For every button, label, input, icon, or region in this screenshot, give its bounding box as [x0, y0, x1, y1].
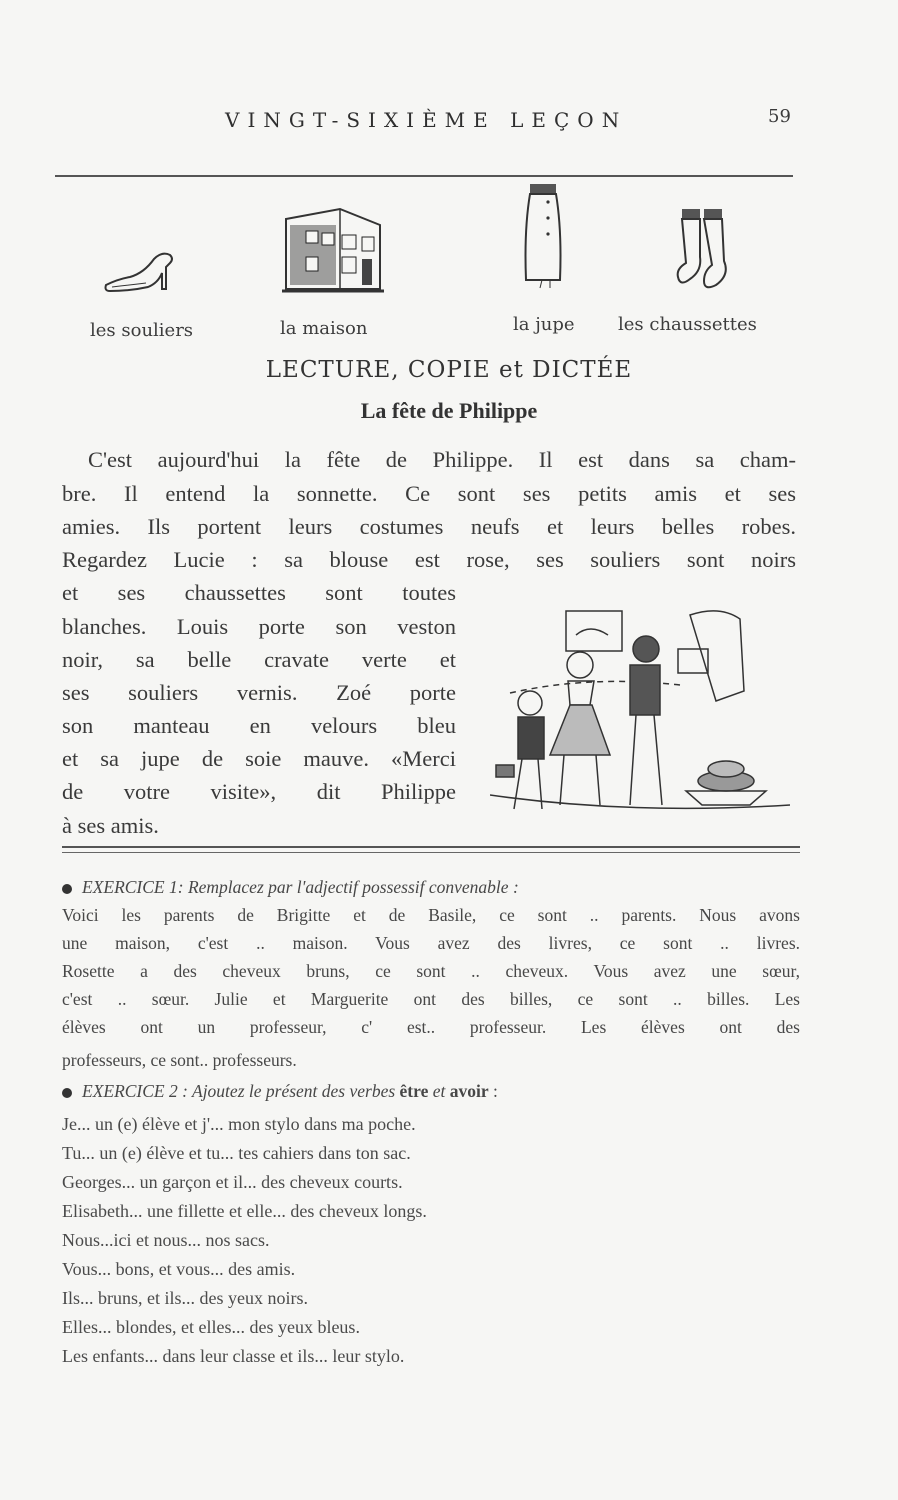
story-line: et ses chaussettes sont toutes — [62, 580, 456, 605]
exercise2-line: Georges... un garçon et il... des cheveux courts. — [62, 1172, 403, 1192]
skirt-icon — [518, 180, 568, 290]
story-line: Regardez Lucie : sa blouse est rose, ses souliers sont noirs — [62, 547, 796, 572]
story-line: C'est aujourd'hui la fête de Philippe. Il est dans sa cham- — [88, 447, 796, 472]
house-icon — [280, 205, 386, 295]
section-title: LECTURE, COPIE et DICTÉE — [265, 357, 633, 383]
vocab-label-chaussettes: les chaussettes — [618, 314, 757, 335]
vocab-label-maison: la maison — [280, 318, 368, 339]
exercise1-line: élèves ont un professeur, c' est.. professeur. Les élèves ont des — [62, 1017, 800, 1037]
story-line: à ses amis. — [62, 813, 159, 838]
vocab-label-jupe: la jupe — [513, 314, 575, 335]
bullet-icon — [62, 1088, 72, 1098]
story-line: bre. Il entend la sonnette. Ce sont ses petits amis et ses — [62, 481, 796, 506]
exercise2-line: Ils... bruns, et ils... des yeux noirs. — [62, 1288, 308, 1308]
shoe-icon — [100, 245, 180, 295]
exercise2-heading: EXERCICE 2 : Ajoutez le présent des verbes être et avoir : — [62, 1081, 498, 1102]
exercise1-line: une maison, c'est .. maison. Vous avez des livres, ce sont .. livres. — [62, 933, 800, 953]
running-head: VINGT-SIXIÈME LEÇON — [225, 108, 628, 132]
story-line: noir, sa belle cravate verte et — [62, 647, 456, 672]
header-rule — [55, 175, 793, 177]
story-line: son manteau en velours bleu — [62, 713, 456, 738]
exercise2-line: Vous... bons, et vous... des amis. — [62, 1259, 296, 1279]
bullet-icon — [62, 884, 72, 894]
story-line: ses souliers vernis. Zoé porte — [62, 680, 456, 705]
exercise1-line: professeurs, ce sont.. professeurs. — [62, 1050, 297, 1070]
socks-icon — [672, 205, 742, 295]
story-line: blanches. Louis porte son veston — [62, 614, 456, 639]
exercise2-line: Tu... un (e) élève et tu... tes cahiers dans ton sac. — [62, 1143, 411, 1163]
exercise1-heading: EXERCICE 1: Remplacez par l'adjectif possessif convenable : — [62, 877, 519, 898]
exercise2-line: Elisabeth... une fillette et elle... des cheveux longs. — [62, 1201, 427, 1221]
page-number: 59 — [768, 106, 791, 127]
story-line: et sa jupe de soie mauve. «Merci — [62, 746, 456, 771]
exercise1-line: Rosette a des cheveux bruns, ce sont .. cheveux. Vous avez une sœur, — [62, 961, 800, 981]
exercise2-line: Nous...ici et nous... nos sacs. — [62, 1230, 270, 1250]
exercise2-line: Je... un (e) élève et j'... mon stylo dans ma poche. — [62, 1114, 416, 1134]
section-rule — [62, 846, 800, 848]
vocab-label-souliers: les souliers — [90, 320, 194, 341]
section-rule — [62, 852, 800, 853]
exercise2-line: Les enfants... dans leur classe et ils... leur stylo. — [62, 1346, 405, 1366]
exercise1-line: c'est .. sœur. Julie et Marguerite ont des billes, ce sont .. billes. Les — [62, 989, 800, 1009]
party-illustration — [490, 605, 796, 830]
story-title: La fête de Philippe — [360, 398, 538, 423]
exercise1-line: Voici les parents de Brigitte et de Basile, ce sont .. parents. Nous avons — [62, 905, 800, 925]
story-line: amies. Ils portent leurs costumes neufs et leurs belles robes. — [62, 514, 796, 539]
exercise2-line: Elles... blondes, et elles... des yeux bleus. — [62, 1317, 360, 1337]
story-line: de votre visite», dit Philippe — [62, 779, 456, 804]
